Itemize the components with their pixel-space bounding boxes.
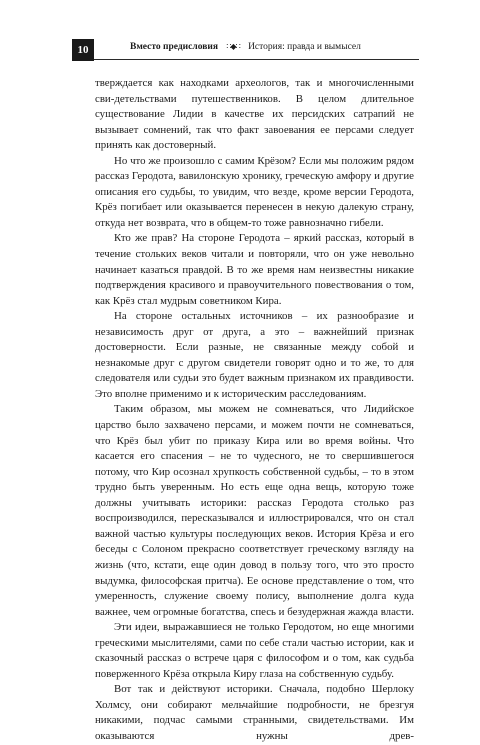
paragraph: Вот так и действуют историки. Сначала, подобно Шерлоку Холмсу, они собирают мельчайшие подробности, не брезгуя никакими, подчас самыми странными, свидетельствами. Им оказываются нужны древ-	[95, 683, 414, 742]
paragraph: Таким образом, мы можем не сомневаться, что Лидийское царство было захвачено персами, и можем почти не сомневаться, что Крёз был убит по приказу Кира или во время войны. Что касается его спасения – не то чудесного, не то свершившегося потому, что Кир осознал хрупкость собственной судьбы, – то в этом трудно быть уверенным. Но есть еще одна вещь, которую тоже должны учитывать историки: рассказ Геродота столько раз воспроизводился, пересказывался и иллюстрировался, что он стал важной частью культуры последующих веков. История Крёза и его беседы с Солоном прекрасно соответствует греческому взгляду на жизнь (что, кстати, еще один довод в пользу того, что это просто выдумка, философская притча). Ее основе представление о том, что умеренность, служение своему полису, выполнение долга куда важнее, чем огромные богатства, спесь и безудержная жажда власти.	[95, 403, 414, 618]
paragraph: Кто же прав? На стороне Геродота – яркий рассказ, который в течение стольких веков читали и повторяли, что он уже невольно начинает казаться правдой. В то же время нам неизвестны никакие подтверждения красивого и правоучительного повествования о том, как Крёз стал мудрым советником Кира.	[95, 232, 414, 307]
header-rule	[94, 59, 419, 60]
chapter-title: История: правда и вымысел	[248, 42, 361, 52]
paragraph: На стороне остальных источников – их разнообразие и независимость друг от друга, а это – важнейший признак достоверности. Если разные, не связанные между собой и незнакомые друг с другом свидетели говорят одно и то же, то для следователя или судьи это будет важным признаком их правдивости. Это вполне применимо и к историческим расследованиям.	[95, 310, 414, 400]
ornament-icon: ∷◆∷	[226, 42, 240, 51]
running-head	[130, 40, 361, 54]
paragraph: тверждается как находками археологов, так и многочисленными сви-детельствами путешественников. В целом длительное существование Лидии в качестве их персидских сатрапий не вызывает сомнений, так что факт завоевания ее персами следует принять как достоверный.	[95, 77, 414, 152]
paragraph: Эти идеи, выражавшиеся не только Геродотом, но еще многими греческими мыслителями, сами по себе стали частью истории, как и сказочный рассказ о встрече царя с философом и о том, как судьба поверженного Крёза открыла Киру глаза на собственную судьбу.	[95, 621, 414, 680]
section-title: Вместо предисловия	[130, 42, 218, 52]
page-number: 10	[72, 39, 94, 61]
paragraph: Но что же произошло с самим Крёзом? Если мы положим рядом рассказ Геродота, вавилонскую хронику, греческую амфору и другие описания его судьбы, то увидим, что везде, кроме версии Геродота, Крёз погибает или оказывается перенесен в некую далекую страну, откуда нет возврата, что в общем-то тоже равнозначно гибели.	[95, 154, 414, 229]
body-text	[95, 76, 414, 745]
